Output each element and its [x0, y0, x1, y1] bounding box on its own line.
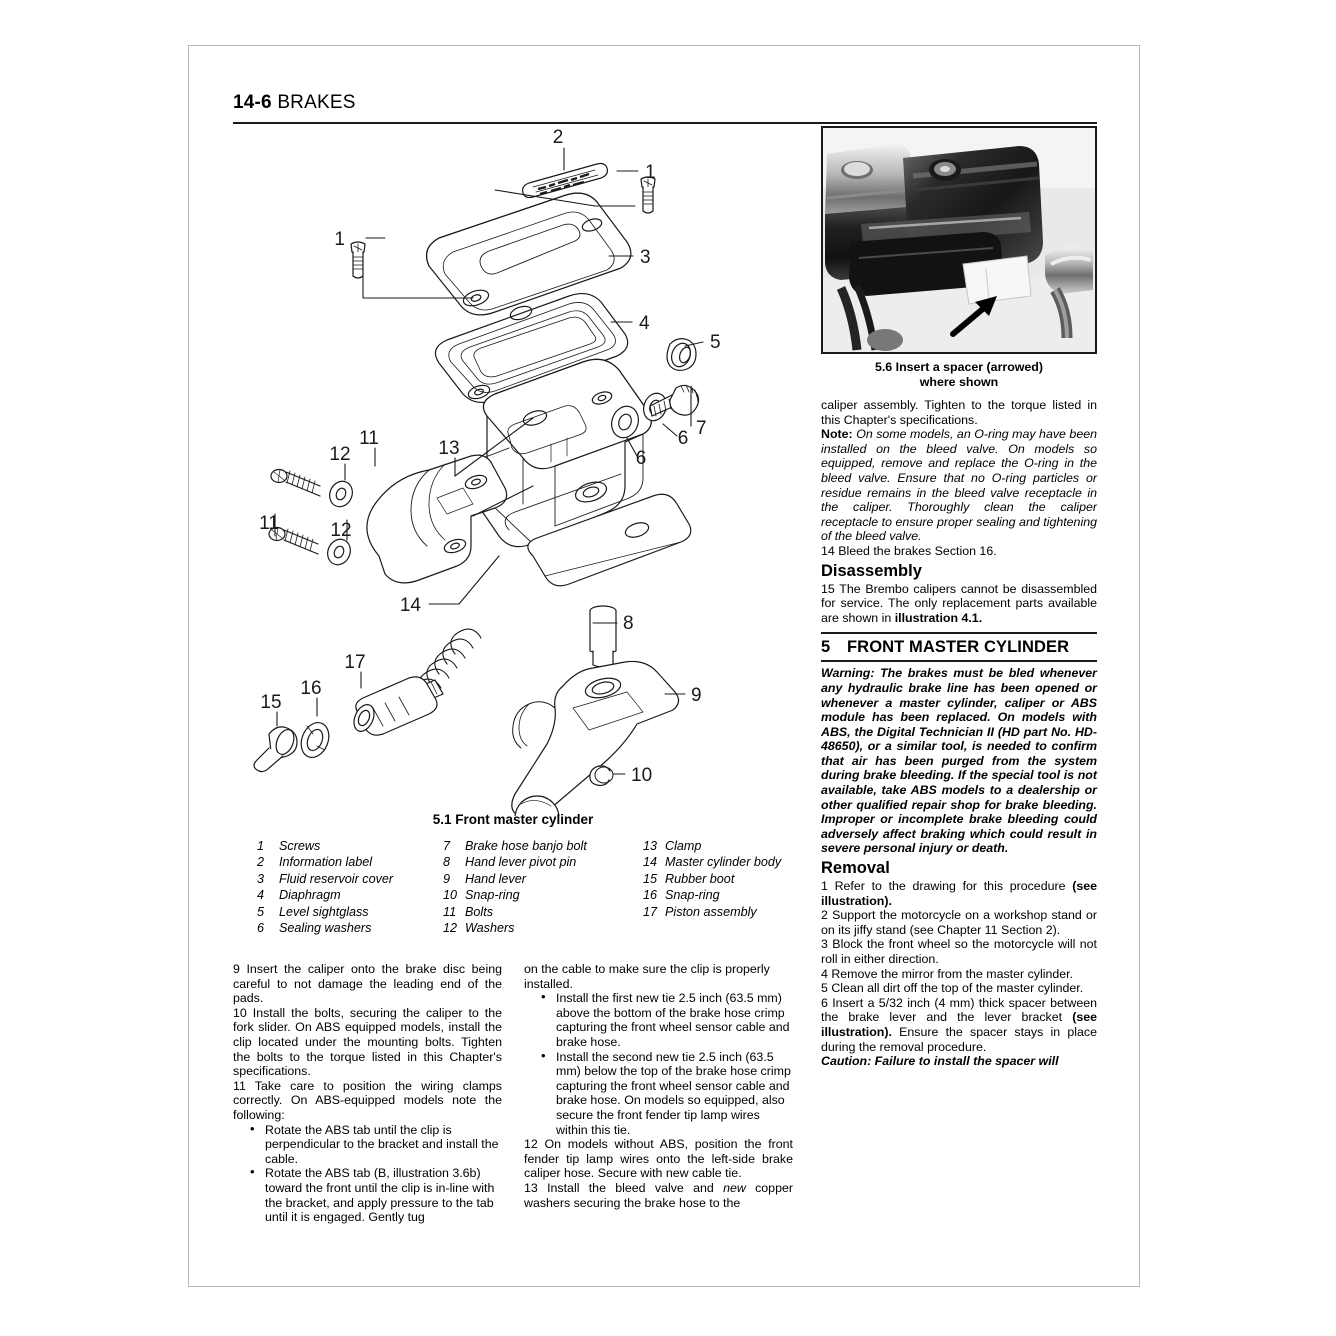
legend-label: Sealing washers	[279, 921, 372, 936]
section-number: 5	[821, 638, 831, 657]
step-15-text: 15 The Brembo calipers cannot be disassembled for service. The only replacement parts available are shown in	[821, 581, 1097, 625]
legend-label: Brake hose banjo bolt	[465, 839, 587, 853]
header-divider	[233, 122, 1097, 124]
section-rule-bottom	[821, 660, 1097, 662]
part-level-sightglass	[667, 339, 696, 371]
removal-steps	[821, 879, 1097, 1069]
legend-number: 17	[643, 904, 658, 919]
legend-label: Snap-ring	[465, 888, 520, 903]
master-cylinder-photo	[823, 128, 1095, 352]
right-body-text	[821, 398, 1097, 559]
photo-caption	[821, 360, 1097, 390]
legend-number: 3	[257, 871, 265, 886]
bottom-column-2	[524, 962, 793, 1225]
part-fluid-reservoir-cover	[427, 193, 631, 315]
part-screw-left	[351, 242, 365, 278]
legend-label: Piston assembly	[665, 904, 757, 919]
legend-label: Information label	[279, 855, 373, 870]
legend-label: Level sightglass	[279, 904, 369, 919]
legend-number: 9	[443, 871, 451, 886]
step-1	[821, 879, 1097, 908]
illustration-ref: illustration 4.1.	[894, 610, 983, 625]
legend-label: Hand lever pivot pin	[465, 855, 577, 870]
part-information-label	[523, 164, 608, 198]
callout-5: 5	[710, 332, 721, 353]
callout-14: 14	[399, 595, 421, 616]
bullet-item: • Rotate the ABS tab (B, illustration 3.6b) toward the front until the clip is in-line with the bracket, and apply pressure to the tab until it is engaged. Gently tug	[263, 1166, 502, 1224]
disassembly-text	[821, 582, 1097, 626]
callout-11b: 11	[259, 513, 279, 534]
note-body: On some models, an O-ring may have been installed on the bleed valve. On models so equipped, remove and replace the O-ring in the bleed valve. Ensure that no O-ring particles or residue remains in the bleed valve receptacle in the caliper. Thoroughly clean the caliper receptacle to ensure proper sealing and tightening of the bleed valve.	[821, 427, 1097, 544]
legend-label: Bolts	[465, 904, 493, 919]
part-washer-upper	[326, 478, 357, 511]
legend-item	[443, 904, 643, 920]
cable-tie-bullet-list	[524, 962, 793, 1137]
note-label: Note:	[821, 427, 853, 442]
legend-number: 11	[443, 904, 457, 919]
warning-label: Warning:	[821, 666, 875, 681]
manual-page	[188, 45, 1140, 1287]
caution-paragraph: Caution: Failure to install the spacer will	[821, 1054, 1059, 1069]
bottom-column-1	[233, 962, 502, 1225]
warning-paragraph	[821, 666, 1097, 856]
step-6-text-c: Ensure the spacer stays in place during the removal procedure.	[821, 1024, 1097, 1054]
legend-column-1	[257, 838, 443, 936]
section-title: FRONT MASTER CYLINDER	[847, 638, 1070, 657]
bottom-text-columns	[233, 962, 793, 1225]
step-13	[524, 1181, 793, 1210]
legend-number: 12	[443, 921, 458, 936]
step-14: 14 Bleed the brakes Section 16.	[821, 543, 997, 558]
step-6	[821, 996, 1097, 1054]
legend-number: 10	[443, 888, 458, 903]
removal-heading: Removal	[821, 859, 890, 878]
legend-item	[643, 887, 793, 903]
legend-label: Washers	[465, 921, 515, 936]
legend-number: 15	[643, 871, 658, 886]
step-9: 9 Insert the caliper onto the brake disc being careful to not damage the leading end of the pads.	[233, 962, 502, 1006]
spacer-photograph	[821, 126, 1097, 354]
page-number: 14-6	[233, 92, 272, 113]
legend-number: 2	[257, 855, 265, 870]
abs-bullet-list	[233, 1123, 502, 1225]
callout-6b: 6	[635, 448, 647, 469]
legend-number: 16	[643, 888, 658, 903]
legend-number: 6	[257, 921, 265, 936]
step-13-emphasis: new	[723, 1180, 746, 1195]
legend-item	[257, 887, 443, 903]
step-11: 11 Take care to position the wiring clamps correctly. On ABS-equipped models note the following:	[233, 1078, 502, 1122]
callout-17: 17	[344, 652, 366, 673]
part-hand-lever-pivot-pin	[590, 606, 616, 667]
legend-column-2	[443, 838, 643, 936]
legend-item	[257, 854, 443, 870]
legend-item	[443, 871, 643, 887]
callout-12a: 12	[329, 444, 351, 465]
callout-8: 8	[623, 613, 634, 634]
continuation-text	[524, 962, 793, 991]
bullet-item: • Install the first new tie 2.5 inch (63.5 mm) above the bottom of the brake hose crimp capturing the front wheel sensor cable and brake hose.	[554, 991, 793, 1049]
step-10: 10 Install the bolts, securing the caliper to the fork slider. On ABS equipped models, install the clip located under the mounting bolts. Tighten the bolts to the torque listed in this Chapter's specifications.	[233, 1005, 502, 1079]
chapter-title: BRAKES	[277, 92, 356, 113]
legend-number: 4	[257, 888, 265, 903]
legend-number: 13	[643, 839, 658, 853]
front-master-cylinder-diagram	[233, 126, 793, 816]
legend-label: Master cylinder body	[665, 855, 782, 870]
photo-caption-line1: 5.6 Insert a spacer (arrowed)	[874, 360, 1044, 374]
legend-item	[643, 871, 793, 887]
callout-6a: 6	[677, 428, 689, 449]
callout-10: 10	[631, 765, 653, 786]
section-heading	[821, 634, 1097, 660]
step-5: 5 Clean all dirt off the top of the master cylinder.	[821, 981, 1084, 996]
step-1-text: 1 Refer to the drawing for this procedure	[821, 879, 1073, 894]
callout-12b: 12	[330, 520, 352, 541]
legend-label: Fluid reservoir cover	[279, 871, 394, 886]
caliper-intro-paragraph: caliper assembly. Tighten to the torque listed in this Chapter's specifications.	[821, 398, 1097, 427]
part-snap-ring-lever	[590, 766, 613, 786]
legend-item	[443, 854, 643, 870]
callout-9: 9	[691, 685, 702, 706]
warning-text: The brakes must be bled whenever any hydraulic brake line has been opened or whenever a master cylinder, caliper or ABS module has been replaced. On models with ABS, the Digital Technician II (HD part No. HD-48650), or a similar tool, is needed to confirm that air has been purged from the system during brake bleeding. If the special tool is not available, take ABS models to a dealership or other qualified repair shop for brake bleeding. Improper or incomplete brake bleeding could adversely affect braking which could result in severe personal injury or death.	[821, 666, 1097, 856]
legend-number: 8	[443, 855, 451, 870]
callout-1a: 1	[645, 162, 656, 183]
note-paragraph	[821, 427, 1097, 544]
step-13-text-b: copper washers securing the brake hose to the	[524, 1180, 793, 1210]
legend-number: 5	[257, 904, 265, 919]
callout-15: 15	[260, 692, 282, 713]
warning-block	[821, 666, 1097, 856]
legend-item	[257, 904, 443, 920]
legend-number: 7	[443, 839, 451, 853]
part-bolt-upper	[271, 470, 320, 497]
legend-label: Clamp	[665, 839, 702, 853]
exploded-view-illustration	[233, 126, 793, 936]
callout-3: 3	[640, 247, 651, 268]
part-clamp	[367, 455, 507, 583]
callout-4: 4	[639, 313, 650, 334]
step-6-text-a: 6 Insert a 5/32 inch (4 mm) thick spacer between the brake lever and the lever bracket	[821, 995, 1097, 1025]
part-piston-assembly	[350, 629, 481, 735]
step-1-illustration-ref: (see illustration).	[821, 879, 1097, 908]
step-13-text-a: 13 Install the bleed valve and	[524, 1180, 724, 1195]
callout-7: 7	[696, 418, 707, 439]
callout-1b: 1	[334, 229, 345, 250]
callout-2: 2	[552, 127, 564, 148]
legend-label: Diaphragm	[279, 888, 341, 903]
step-12: 12 On models without ABS, position the front fender tip lamp wires onto the left-side brake caliper hose. Secure with new cable tie.	[524, 1137, 793, 1181]
bullet-item: • Install the second new tie 2.5 inch (63.5 mm) below the top of the brake hose crimp capturing the front wheel sensor cable and brake hose. On models so equipped, also secure the front fender tip lamp wires within this tie.	[554, 1050, 793, 1138]
photo-caption-line2: where shown	[919, 375, 999, 389]
legend-item	[443, 887, 643, 903]
legend-item	[443, 920, 643, 936]
legend-item	[643, 838, 793, 854]
page-content	[233, 92, 1097, 1252]
part-rubber-boot	[254, 727, 297, 772]
legend-label: Snap-ring	[665, 888, 720, 903]
disassembly-heading: Disassembly	[821, 561, 922, 580]
figure-title: 5.1 Front master cylinder	[432, 812, 594, 827]
legend-item	[643, 904, 793, 920]
continuation-body: on the cable to make sure the clip is properly installed.	[524, 962, 770, 991]
callout-13: 13	[438, 438, 460, 459]
legend-label: Screws	[279, 839, 321, 853]
legend-item	[257, 920, 443, 936]
legend-label: Hand lever	[465, 871, 526, 886]
legend-item	[257, 871, 443, 887]
legend-column-3	[643, 838, 793, 936]
bullet-item: • Rotate the ABS tab until the clip is perpendicular to the bracket and install the cable.	[263, 1123, 502, 1167]
callout-16: 16	[300, 678, 322, 699]
legend-label: Rubber boot	[665, 871, 735, 886]
legend-item	[443, 838, 643, 854]
legend-item	[257, 838, 443, 854]
legend-item	[643, 854, 793, 870]
legend-number: 1	[257, 839, 265, 853]
part-snap-ring-boot	[296, 718, 334, 761]
step-2: 2 Support the motorcycle on a workshop stand or on its jiffy stand (see Chapter 11 Section 2).	[821, 908, 1097, 937]
step-6-illustration-ref: (see illustration).	[821, 1010, 1097, 1039]
right-column	[821, 126, 1097, 1069]
figure-legend	[257, 838, 793, 936]
callout-11a: 11	[359, 428, 379, 449]
page-header	[233, 92, 1097, 118]
step-15	[821, 582, 1097, 626]
part-hand-lever	[512, 661, 679, 816]
step-3: 3 Block the front wheel so the motorcycle will not roll in either direction.	[821, 937, 1097, 966]
legend-number: 14	[643, 855, 658, 870]
step-4: 4 Remove the mirror from the master cylinder.	[821, 966, 1074, 981]
